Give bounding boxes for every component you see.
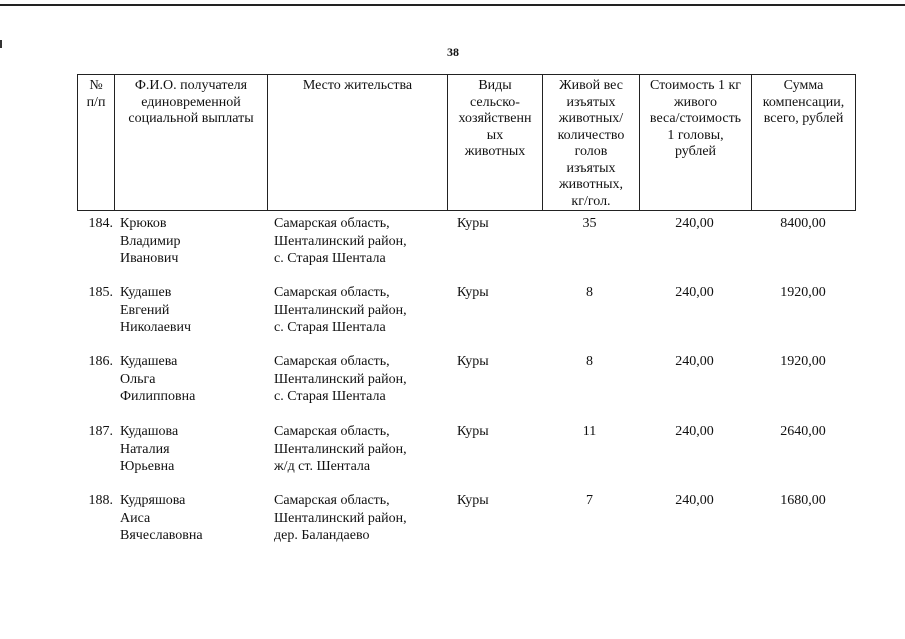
address-line: ж/д ст. Шентала [274,459,371,474]
row-number: 187. [88,424,113,439]
header-cell-live-weight [543,75,640,211]
header-line: единовременной [141,94,241,110]
header-line: Место жительства [302,78,413,93]
header-line: Ф.И.О. получателя [134,78,248,93]
header-cell-animal-kind [448,75,543,211]
header-line: п/п [86,94,106,110]
compensation-sum: 2640,00 [780,424,826,439]
header-line: животных, [558,177,623,192]
scan-edge-line [0,4,905,6]
address-line: Самарская область, [274,493,390,508]
table-row [77,353,855,413]
name-line: Филипповна [120,389,196,404]
address-line: Шенталинский район, [274,371,407,387]
name-line: Крюков [120,216,167,231]
animal-kind: Куры [457,285,489,300]
residence-address [274,492,449,545]
address-line: дер. Баландаево [274,528,370,543]
address-line: Самарская область, [274,424,390,439]
row-number: 184. [88,216,113,231]
address-line: Шенталинский район, [274,510,407,526]
live-weight: 11 [582,424,597,439]
name-line: Ольга [120,371,156,387]
animal-kind: Куры [457,424,489,439]
residence-address [274,284,449,337]
header-line: сельско- [470,94,520,110]
header-line: кг/гол. [571,193,611,209]
compensation-sum: 1920,00 [780,285,826,300]
header-line: № [89,78,103,93]
live-weight: 8 [586,285,593,300]
row-number: 188. [88,493,113,508]
address-line: Шенталинский район, [274,233,407,249]
header-line: компенсации, [762,94,845,110]
name-line: Кудашова [120,424,179,439]
address-line: с. Старая Шентала [274,251,386,266]
header-row [78,75,856,211]
header-line: Стоимость 1 кг [649,78,742,93]
residence-address [274,215,449,268]
header-line: животных/ [558,111,624,126]
header-cell-name [115,75,268,211]
header-line: хозяйственн [458,111,532,126]
name-line: Владимир [120,233,181,249]
header-line: рублей [674,144,717,159]
header-cell-number [78,75,115,211]
unit-cost: 240,00 [675,216,714,231]
header-line: социальной выплаты [128,111,254,126]
header-cell-unit-cost [640,75,752,211]
animal-kind: Куры [457,216,489,231]
address-line: Шенталинский район, [274,441,407,457]
header-cell-compensation-sum [752,75,856,211]
address-line: с. Старая Шентала [274,320,386,335]
header-line: животных [464,144,526,159]
residence-address [274,353,449,406]
header-line: живого [673,94,718,110]
table-row [77,215,855,275]
header-line: изъятых [566,160,616,176]
header-line: Живой вес [559,78,623,93]
live-weight: 7 [586,493,593,508]
table-header [77,74,856,211]
address-line: Самарская область, [274,354,390,369]
header-line: веса/стоимость [649,111,742,126]
recipient-name [120,353,270,406]
name-line: Евгений [120,302,170,318]
residence-address [274,423,449,476]
header-cell-address [268,75,448,211]
recipient-name [120,284,270,337]
name-line: Наталия [120,441,170,457]
name-line: Вячеславовна [120,528,203,543]
recipient-name [120,215,270,268]
row-number: 186. [88,354,113,369]
compensation-sum: 1680,00 [780,493,826,508]
live-weight: 8 [586,354,593,369]
address-line: Самарская область, [274,216,390,231]
table-row [77,284,855,344]
unit-cost: 240,00 [675,354,714,369]
name-line: Кудашева [120,354,178,369]
unit-cost: 240,00 [675,424,714,439]
page-number: 38 [447,45,459,59]
unit-cost: 240,00 [675,493,714,508]
table-row [77,492,855,552]
name-line: Юрьевна [120,459,175,474]
header-line: количество [557,127,625,143]
name-line: Кудряшова [120,493,186,508]
recipient-name [120,492,270,545]
recipient-name [120,423,270,476]
name-line: Кудашев [120,285,172,300]
address-line: Шенталинский район, [274,302,407,318]
header-line: Сумма [783,78,824,93]
name-line: Иванович [120,251,179,266]
animal-kind: Куры [457,493,489,508]
name-line: Николаевич [120,320,192,335]
row-number: 185. [88,285,113,300]
address-line: Самарская область, [274,285,390,300]
header-line: голов [574,144,608,159]
header-line: Виды [478,78,512,93]
header-line: 1 головы, [667,127,724,143]
compensation-sum: 8400,00 [780,216,826,231]
live-weight: 35 [582,216,597,231]
table-row [77,423,855,483]
unit-cost: 240,00 [675,285,714,300]
header-line: изъятых [566,94,616,110]
name-line: Аиса [120,510,151,526]
address-line: с. Старая Шентала [274,389,386,404]
header-line: ых [486,127,504,143]
compensation-sum: 1920,00 [780,354,826,369]
header-line: всего, рублей [763,111,844,126]
scan-edge-mark [0,40,2,48]
animal-kind: Куры [457,354,489,369]
